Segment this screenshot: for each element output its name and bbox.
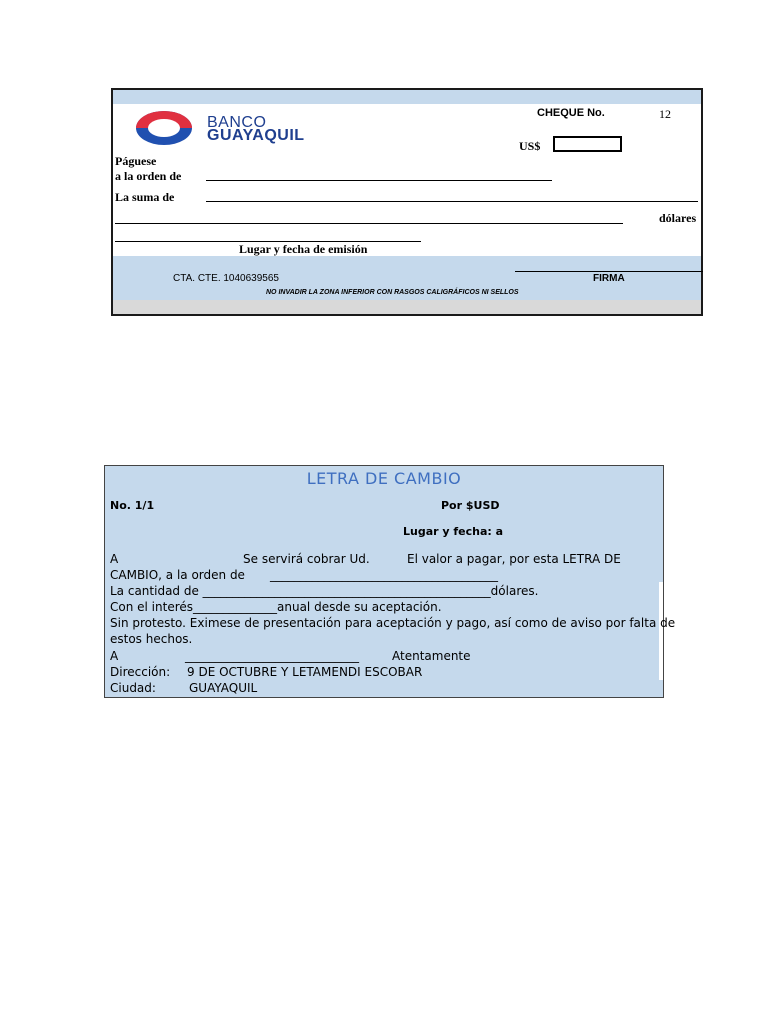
- letra-a-line-blank[interactable]: _____________________________: [185, 649, 359, 663]
- cheque: [111, 88, 703, 316]
- sum-line[interactable]: [206, 201, 698, 202]
- letra-orden-blank[interactable]: ______________________________________: [270, 568, 498, 582]
- pay-label-1: Páguese: [115, 154, 157, 168]
- account-label: CTA. CTE. 1040639565: [173, 273, 279, 284]
- cheque-top-band: [113, 90, 701, 104]
- letra-ciudad-value: GUAYAQUIL: [189, 681, 258, 695]
- letra-a-line-label: A: [110, 649, 119, 663]
- letra-valor: El valor a pagar, por esta LETRA DE: [407, 552, 621, 566]
- letra-atentamente: Atentamente: [392, 649, 471, 663]
- letra-interes: Con el interés______________anual desde su aceptación.: [110, 600, 442, 614]
- amount-field[interactable]: [553, 136, 622, 152]
- place-date-label: Lugar y fecha de emisión: [239, 242, 368, 256]
- signature-label: FIRMA: [593, 273, 625, 284]
- bank-logo-icon: [133, 108, 195, 148]
- letra-title: LETRA DE CAMBIO: [306, 469, 462, 488]
- currency-label: US$: [519, 139, 541, 153]
- letra-number: No. 1/1: [110, 499, 155, 512]
- bank-name-line2: GUAYAQUIL: [207, 127, 305, 144]
- cheque-gray-band: [113, 300, 701, 314]
- signature-line[interactable]: [515, 271, 703, 272]
- dolares-label: dólares: [659, 211, 697, 225]
- letra-ciudad-label: Ciudad:: [110, 681, 156, 695]
- pay-label-2: a la orden de: [115, 169, 182, 183]
- cheque-number-value: 12: [659, 107, 671, 121]
- letra-place-date: Lugar y fecha: a: [403, 525, 504, 538]
- letra-right-strip: [659, 582, 663, 680]
- bill-of-exchange: [104, 465, 676, 698]
- letra-protesto-1: Sin protesto. Eximese de presentación para aceptación y pago, así como de aviso por falta de: [110, 616, 676, 630]
- cheque-notice: NO INVADIR LA ZONA INFERIOR CON RASGOS CALIGRÁFICOS NI SELLOS: [266, 289, 519, 296]
- letra-cantidad: La cantidad de ________________________________________________dólares.: [110, 584, 539, 598]
- letra-direccion-label: Dirección:: [110, 665, 171, 679]
- letra-amount-label: Por $USD: [441, 499, 500, 512]
- letra-a-label: A: [110, 552, 119, 566]
- payee-line[interactable]: [206, 180, 552, 181]
- letra-direccion-value: 9 DE OCTUBRE Y LETAMENDI ESCOBAR: [187, 665, 423, 679]
- sum-line-2[interactable]: [115, 223, 623, 224]
- letra-servira: Se servirá cobrar Ud.: [243, 552, 370, 566]
- sum-label: La suma de: [115, 190, 175, 204]
- letra-protesto-2: estos hechos.: [110, 632, 193, 646]
- letra-cambio-orden: CAMBIO, a la orden de: [110, 568, 245, 582]
- bank-name-line1: BANCO: [207, 114, 267, 131]
- cheque-number-label: CHEQUE No.: [537, 107, 605, 119]
